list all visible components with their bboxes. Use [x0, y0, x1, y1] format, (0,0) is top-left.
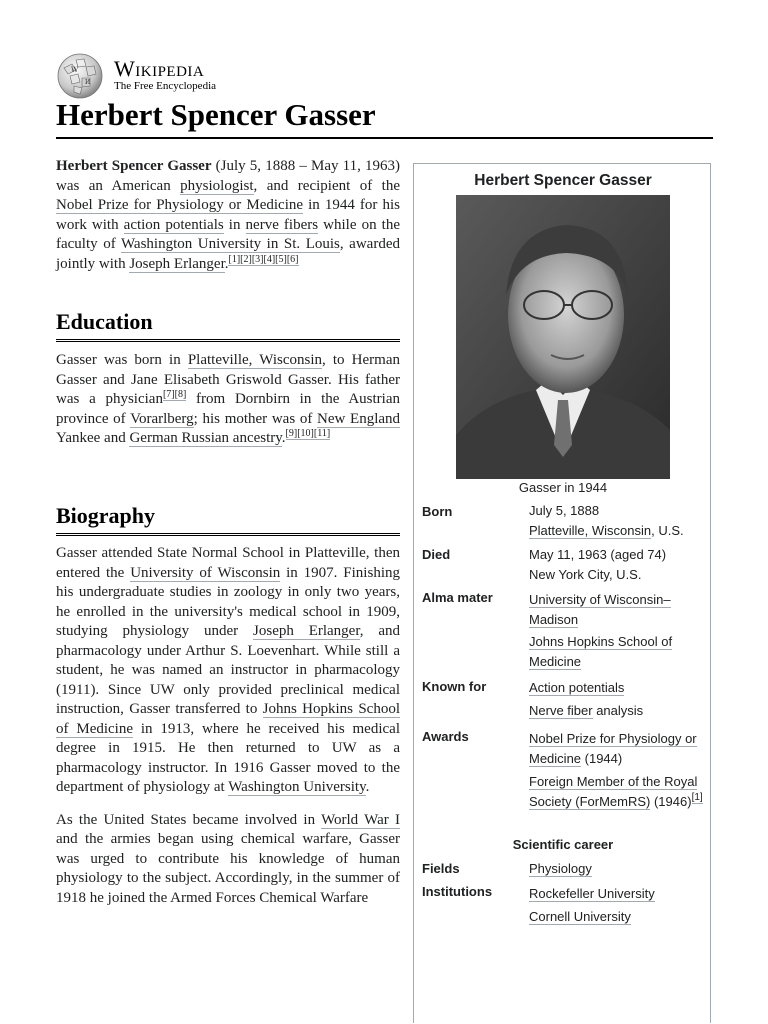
link-known-for[interactable]: Nerve fiber — [529, 702, 593, 718]
link-washington-university-st-louis[interactable]: Washington University in St. Louis — [120, 236, 340, 252]
link-johns-hopkins-school-of-medicine[interactable]: Johns Hopkins School of Medicine — [56, 701, 400, 737]
link-joseph-erlanger[interactable]: Joseph Erlanger — [129, 255, 225, 272]
alma-mater-value — [529, 590, 707, 671]
portrait-photo[interactable] — [456, 195, 670, 479]
citation-ref[interactable]: [5] — [275, 253, 287, 265]
known-for-label: Known for — [422, 679, 487, 694]
svg-text:W: W — [71, 66, 79, 74]
citation-ref[interactable]: [1] — [228, 253, 241, 265]
citation-ref[interactable]: [9] — [285, 428, 298, 439]
link-award[interactable]: Foreign Member of the Royal Society (ForMemRS) — [529, 774, 698, 809]
education-paragraph: Gasser was born in Platteville, Wisconsin, to Herman Gasser and Jane Elisabeth Griswold Gasser. His father was a physician[7][8] from Dornbirn in the Austrian province of Vorarlberg; his mother was of New England Yankee and German Russian ancestry.[9][10][11] — [56, 352, 401, 446]
biography-section — [56, 544, 400, 908]
fields-value — [529, 859, 707, 879]
page-title: Herbert Spencer Gasser — [56, 97, 713, 139]
biography-paragraph-1: Gasser attended State Normal School in Platteville, then entered the University of Wisconsin in 1907. Finishing his undergraduate studies in zoology in only two years, he enrolled in the university's medical school in 1909, studying physiology under Joseph Erlanger, and pharmacology under Arthur S. Loevenhart. While still a student, he was named an instructor in pharmacology (1911). Since UW only provided preclinical medical instruction, Gasser transferred to Johns Hopkins School of Medicine in 1913, where he received his medical degree in 1915. He then returned to UW as a pharmacology instructor. In 1916 Gasser moved to the department of physiology at Washington University. — [56, 545, 400, 795]
subject-name: Herbert Spencer Gasser — [56, 158, 212, 174]
citation-group — [228, 254, 298, 266]
wikipedia-wordmark: Wikipedia — [114, 56, 205, 81]
link-new-england[interactable]: New England — [317, 410, 401, 427]
awards-value: Nobel Prize for Physiology or Medicine (1944) Foreign Member of the Royal Society (ForMemRS) (1946)[1] — [529, 731, 703, 809]
citation-ref[interactable]: [8] — [174, 389, 187, 400]
citation-group — [163, 389, 186, 401]
link-platteville-wisconsin[interactable]: Platteville, Wisconsin — [187, 352, 322, 368]
institutions-value — [529, 884, 707, 926]
section-heading-education: Education — [56, 309, 400, 342]
citation-group — [286, 428, 331, 440]
link-world-war-i[interactable]: World War I — [321, 811, 401, 828]
link-joseph-erlanger[interactable]: Joseph Erlanger — [253, 623, 360, 639]
intro-paragraph: Herbert Spencer Gasser (July 5, 1888 – May 11, 1963) was an American physiologist, and recipient of the Nobel Prize for Physiology or Medicine in 1944 for his work with action potentials in nerve fibers while on the faculty of Washington University in St. Louis, awarded jointly with Joseph Erlanger.[1][2][3][4][5][6] — [56, 158, 401, 272]
born-value: July 5, 1888 Platteville, Wisconsin, U.S. — [529, 503, 684, 538]
section-heading-biography: Biography — [56, 503, 400, 536]
scientific-career-header: Scientific career — [512, 837, 614, 852]
citation-ref[interactable]: [7] — [162, 389, 175, 400]
link-german-russian-ancestry[interactable]: German Russian ancestry — [129, 430, 282, 446]
intro-section — [56, 157, 400, 274]
citation-ref[interactable]: [6] — [286, 253, 299, 265]
biography-paragraph-2: As the United States became involved in World War I and the armies began using chemical warfare, Gasser was urged to contribute his knowledge of human physiology to the subject. Accordingly, in the summer of 1918 he joined the Armed Forces Chemical Warfare — [56, 811, 401, 906]
citation-ref[interactable]: [4] — [263, 253, 276, 265]
citation-ref[interactable]: [1] — [691, 792, 703, 804]
link-institution[interactable]: Rockefeller University — [529, 886, 655, 901]
died-label: Died — [422, 547, 451, 562]
svg-text:И: И — [85, 79, 91, 86]
born-label: Born — [422, 504, 453, 519]
link-award[interactable]: Nobel Prize for Physiology or Medicine — [529, 731, 697, 766]
link-institution[interactable]: Cornell University — [529, 908, 631, 924]
citation-ref[interactable]: [3] — [251, 253, 264, 265]
link-nerve-fibers[interactable]: nerve fibers — [245, 216, 319, 233]
institutions-label: Institutions — [422, 884, 493, 899]
wikipedia-logo[interactable] — [56, 52, 356, 98]
died-value: May 11, 1963 (aged 74) New York City, U.S. — [529, 547, 667, 582]
infobox — [413, 163, 711, 1023]
education-section — [56, 351, 400, 449]
link-vorarlberg[interactable]: Vorarlberg — [130, 410, 194, 427]
citation-ref[interactable]: [11] — [313, 428, 331, 439]
wikipedia-tagline: The Free Encyclopedia — [114, 80, 217, 92]
link-alma-mater[interactable]: University of Wisconsin–Madison — [529, 592, 671, 627]
fields-label: Fields — [422, 861, 460, 876]
link-university-of-wisconsin[interactable]: University of Wisconsin — [130, 564, 281, 581]
link-action-potentials[interactable]: action potentials — [123, 216, 224, 233]
link-nobel-prize[interactable]: Nobel Prize for Physiology or Medicine — [56, 197, 304, 213]
wikipedia-globe-icon — [56, 52, 104, 100]
link-field[interactable]: Physiology — [529, 861, 592, 876]
link-washington-university[interactable]: Washington University — [228, 779, 366, 795]
link-physiologist[interactable]: physiologist — [180, 177, 254, 194]
citation-ref[interactable]: [10] — [297, 428, 314, 439]
link-alma-mater[interactable]: Johns Hopkins School of Medicine — [529, 634, 673, 669]
alma-mater-label: Alma mater — [422, 590, 493, 605]
portrait-caption: Gasser in 1944 — [518, 480, 608, 495]
link-known-for[interactable]: Action potentials — [529, 680, 625, 695]
awards-label: Awards — [422, 729, 469, 744]
infobox-title: Herbert Spencer Gasser — [474, 172, 652, 189]
link-born-place[interactable]: Platteville, Wisconsin — [529, 522, 652, 538]
citation-ref[interactable]: [2] — [240, 253, 252, 265]
known-for-value: Action potentials Nerve fiber analysis — [529, 680, 644, 718]
